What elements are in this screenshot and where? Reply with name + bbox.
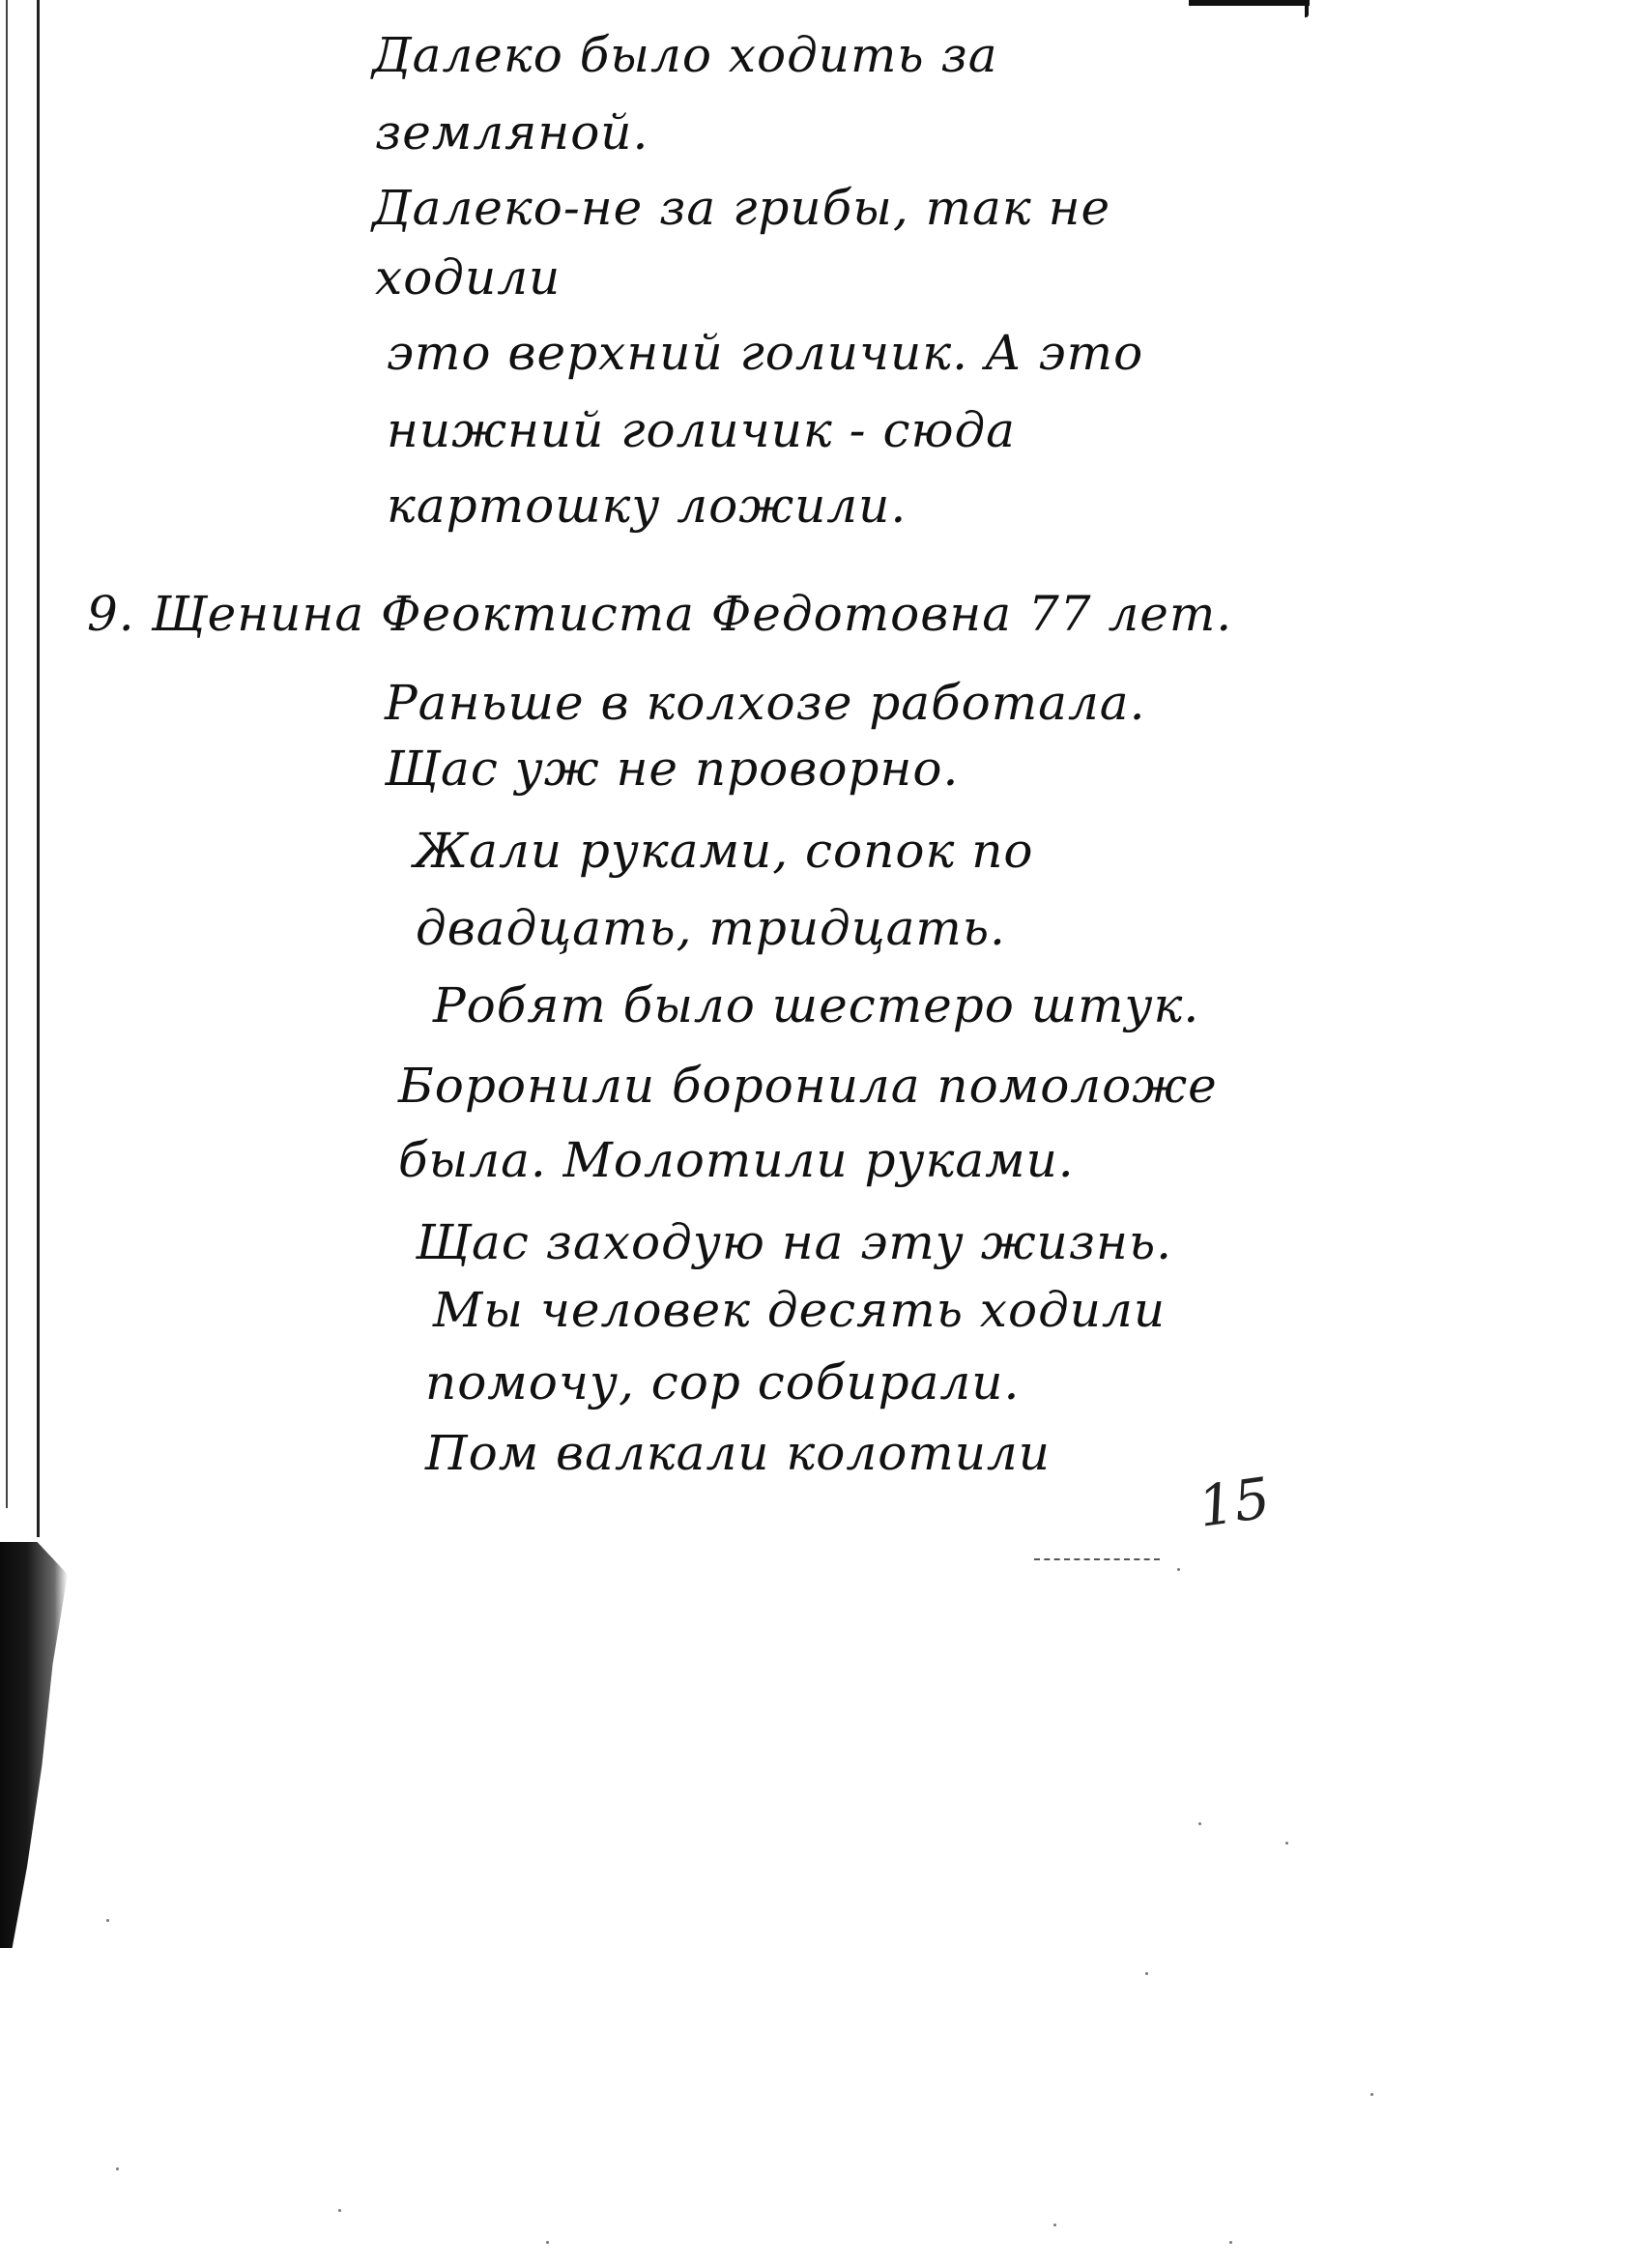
text-line: Боронили боронила помоложе (398, 1058, 1218, 1114)
scan-artifact (1034, 1558, 1160, 1560)
scan-speck (106, 1919, 109, 1922)
text-line: Далеко было ходить за (372, 27, 998, 83)
text-line: Щас заходую на эту жизнь. (416, 1214, 1173, 1270)
scan-speck (1285, 1842, 1288, 1845)
text-line: Робят было шестеро штук. (433, 977, 1200, 1033)
text-line: ходили (375, 249, 562, 305)
scan-speck (546, 2241, 549, 2244)
scan-speck (1198, 1822, 1201, 1825)
text-line: нижний голичик - сюда (387, 402, 1016, 458)
scan-speck (338, 2209, 341, 2212)
text-line: Жали руками, сопок по (414, 823, 1034, 879)
page-edge (1305, 0, 1309, 17)
text-line: Раньше в колхозе работала. (385, 675, 1146, 731)
scan-speck (1370, 2093, 1373, 2096)
text-line: 9. Щенина Феоктиста Федотовна 77 лет. (87, 586, 1233, 642)
text-line: Щас уж не проворно. (385, 741, 960, 797)
text-line: двадцать, тридцать. (416, 900, 1006, 956)
text-line: была. Молотили руками. (398, 1132, 1075, 1188)
scan-speck (1177, 1568, 1180, 1571)
binding-edge (6, 0, 8, 1508)
text-line: земляной. (375, 104, 649, 160)
text-line: помочу, сор собирали. (425, 1354, 1021, 1410)
text-line: Далеко-не за грибы, так не (372, 180, 1111, 236)
text-line: Мы человек десять ходили (433, 1282, 1167, 1338)
scan-shadow (0, 1542, 68, 1948)
scan-speck (1145, 1972, 1148, 1975)
page-edge (1189, 0, 1310, 6)
scan-speck (116, 2167, 119, 2170)
scan-speck (1053, 2224, 1056, 2226)
text-line: Пом валкали колотили (425, 1425, 1051, 1481)
scan-speck (1229, 2241, 1232, 2244)
binding-edge (37, 0, 40, 1537)
text-line: картошку ложили. (387, 478, 908, 534)
text-line: это верхний голичик. А это (387, 325, 1144, 381)
page-number: 15 (1194, 1465, 1275, 1540)
